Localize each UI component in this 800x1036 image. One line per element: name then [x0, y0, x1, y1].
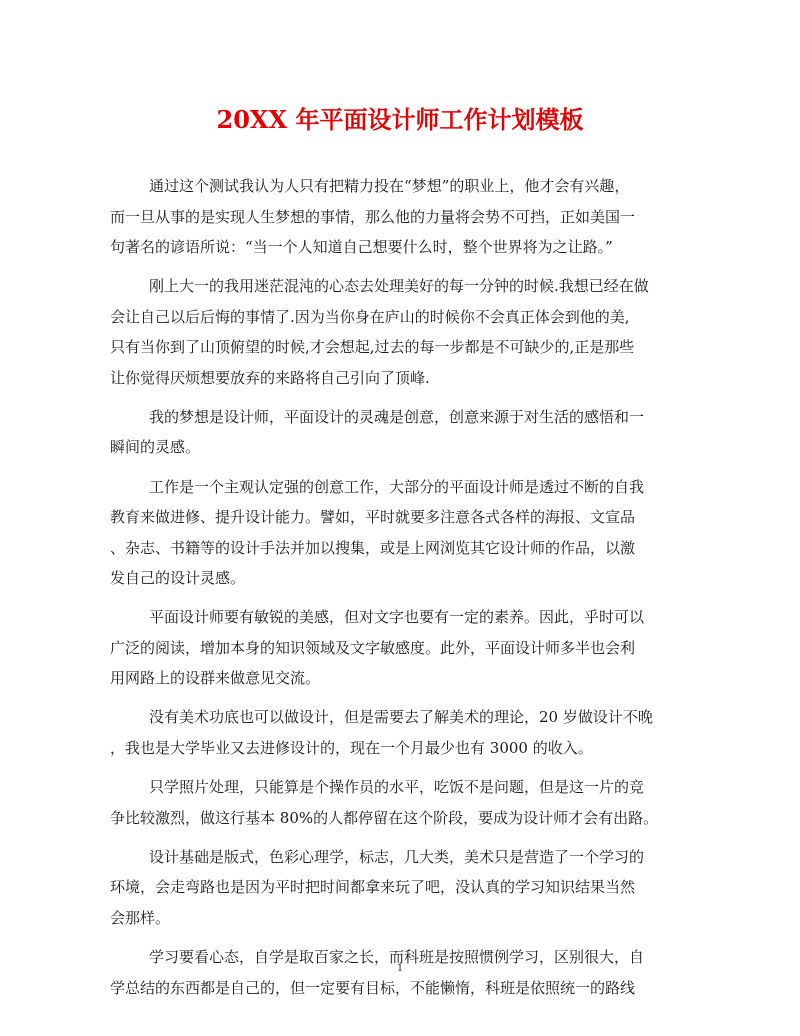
paragraph-line: 设计基础是版式，色彩心理学，标志，几大类，美术只是营造了一个学习的: [149, 847, 645, 866]
paragraph-line: 争比较激烈，做这行基本 80%的人都停留在这个阶段，要成为设计师才会有出路。: [110, 808, 659, 827]
body-paragraph: [110, 271, 690, 393]
paragraph-line: 工作是一个主观认定强的创意工作，大部分的平面设计师是透过不断的自我: [149, 477, 645, 496]
page-number: 1: [396, 963, 404, 974]
body-paragraph: [110, 472, 690, 594]
paragraph-line: 平面设计师要有敏锐的美感，但对文字也要有一定的素养。因此，乎时可以: [149, 608, 645, 627]
paragraph-line: ，我也是大学毕业又去进修设计的，现在一个月最少也有 3000 的收入。: [110, 738, 593, 757]
paragraph-line: 通过这个测试我认为人只有把精力投在“梦想”的职业上，他才会有兴趣，: [149, 177, 630, 195]
paragraph-line: 教育来做进修、提升设计能力。譬如，平时就要多注意各式各样的海报、文宣品: [110, 508, 636, 527]
paragraph-line: 没有美术功底也可以做设计，但是需要去了解美术的理论，20 岁做设计不晚: [149, 708, 653, 727]
body-paragraph: [110, 702, 690, 763]
document-title: 20XX 年平面设计师工作计划模板: [216, 105, 584, 134]
paragraph-line: 用网路上的设群来做意见交流。: [110, 669, 321, 688]
paragraph-line: 广泛的阅读，增加本身的知识领域及文字敏感度。此外，平面设计师多半也会利: [110, 638, 636, 657]
body-paragraph: [110, 772, 690, 833]
paragraph-line: 句著名的谚语所说：“当一个人知道自己想要什么时，整个世界将为之让路。”: [110, 238, 613, 256]
body-paragraph: [110, 842, 690, 934]
paragraph-line: 我的梦想是设计师，平面设计的灵魂是创意，创意来源于对生活的感悟和一: [149, 407, 645, 426]
paragraph-line: 学总结的东西都是自己的，但一定要有目标，不能懒惰，科班是依照统一的路线: [110, 978, 636, 997]
paragraph-line: 瞬间的灵感。: [110, 438, 201, 457]
body-paragraph: [110, 602, 690, 694]
paragraph-line: 而一旦从事的是实现人生梦想的事情，那么他的力量将会势不可挡，正如美国一: [110, 207, 636, 226]
paragraph-line: 会那样。: [110, 908, 171, 927]
paragraph-line: 只学照片处理，只能算是个操作员的水平，吃饭不是问题，但是这一片的竞: [149, 778, 645, 797]
body-paragraph: [110, 171, 690, 263]
body-paragraph: [110, 402, 690, 463]
document-body: [110, 171, 690, 1012]
paragraph-line: 学习要看心态，自学是取百家之长，而科班是按照惯例学习，区别很大，自: [149, 948, 645, 966]
paragraph-line: 只有当你到了山顶俯望的时候,才会想起,过去的每一步都是不可缺少的,正是那些: [110, 338, 635, 357]
paragraph-line: 会让自己以后后悔的事情了.因为当你身在庐山的时候你不会真正体会到他的美,: [110, 307, 630, 326]
paragraph-line: 、杂志、书籍等的设计手法并加以搜集，或是上网浏览其它设计师的作品，以激: [110, 538, 636, 557]
paragraph-line: 环境，会走弯路也是因为平时把时间都拿来玩了吧，没认真的学习知识结果当然: [110, 878, 636, 897]
paragraph-line: 刚上大一的我用迷茫混沌的心态去处理美好的每一分钟的时候.我想已经在做: [149, 277, 649, 296]
paragraph-line: 让你觉得厌烦想要放弃的来路将自己引向了顶峰.: [110, 368, 430, 387]
paragraph-line: 发自己的设计灵感。: [110, 569, 246, 588]
